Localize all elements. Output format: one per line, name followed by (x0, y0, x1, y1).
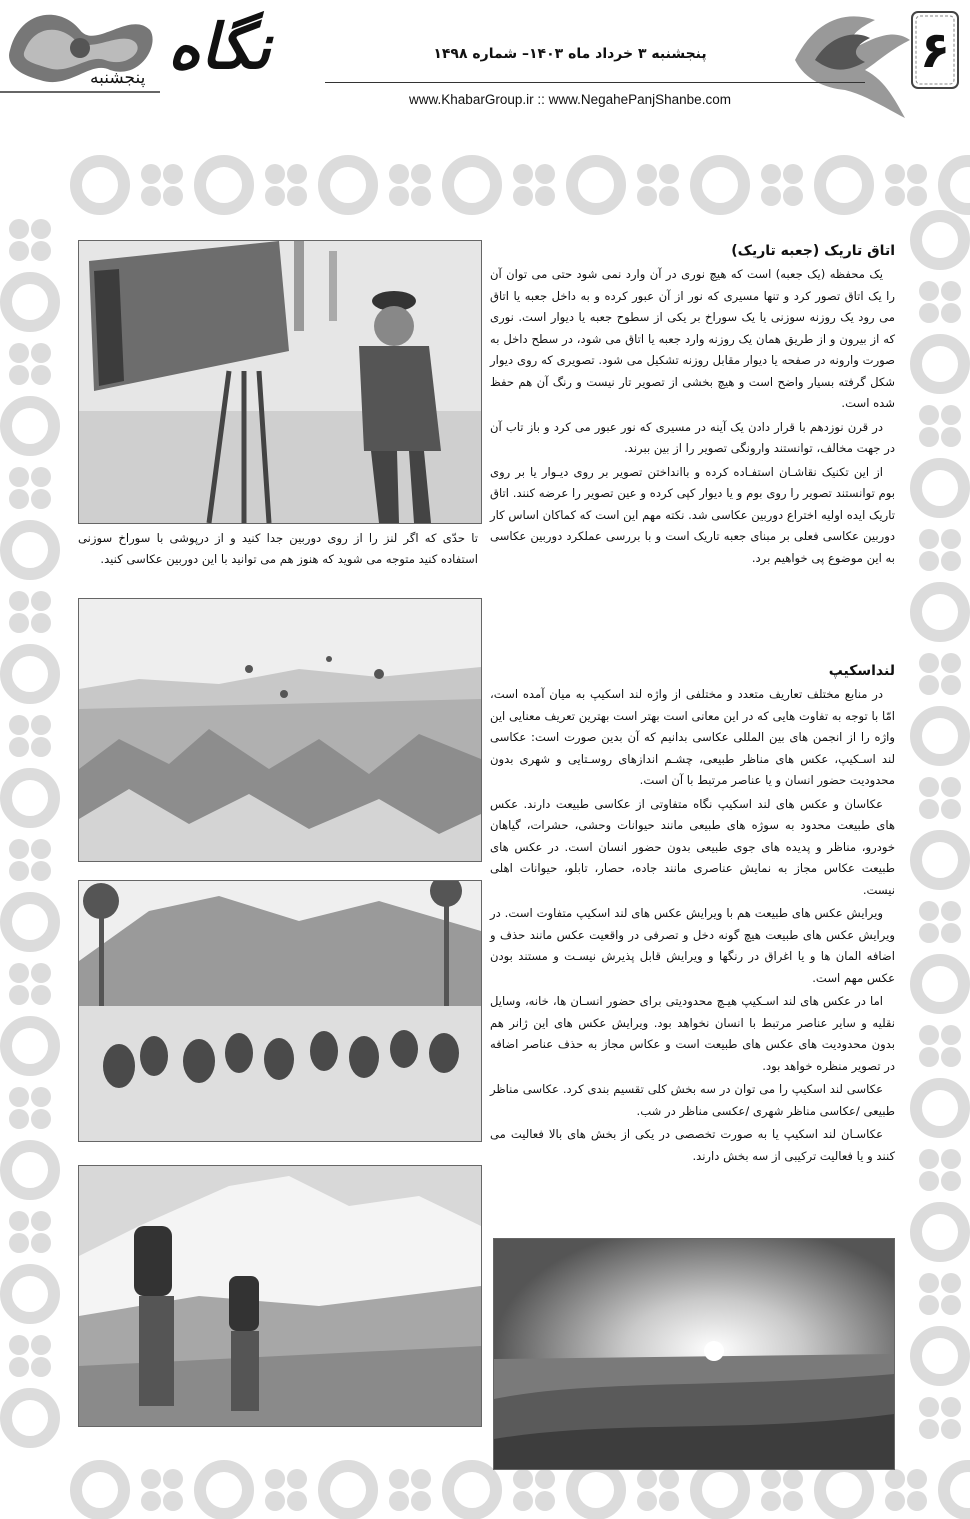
decorative-circle (919, 405, 961, 447)
decorative-circle (944, 1466, 970, 1514)
decorative-circle (200, 1466, 248, 1514)
decorative-circle (6, 1394, 54, 1442)
decorative-circle (916, 1084, 964, 1132)
decorative-circle (389, 164, 431, 206)
photo-caption: تا حدّی که اگر لنز را از روی دوربین جدا کنید و از درپوشی با سوراخ سوزنی استفاده کنید متوجه می شوید که هنوز هم می توانید با این دوربین عکاسی کنید. (78, 528, 478, 570)
decorative-circle (76, 1466, 124, 1514)
website-urls: www.KhabarGroup.ir :: www.NegahePanjShanbe.com (409, 92, 731, 107)
darkroom-paragraph: از این تکنیک نقاشـان استفـاده کرده و باانداختن تصویر بر روی دیـوار یا بر روی بوم توانستند تصویر را روی بوم و یا دیوار کپی کرده و عین تصویر را عرضه کنند. اتاق تاریک ایده اولیه اختراع دوربین عکاسی شد. نکته مهم این است که کماکان اساس کار دوربین عکاسی فعلی بر مبنای جعبه تاریک است و با بررسی عملکرد دوربین عکاسی به این موضوع پی خواهیم برد. (490, 464, 895, 565)
landscape-paragraph: عکاسان و عکس های لند اسکیپ نگاه متفاوتی از عکاسی طبیعت دارند. عکس های طبیعت محدود به سوژه های طبیعی مانند حیوانات وحشی، حشرات، گیاهان خودرو، مناظر و پدیده های جوی طبیعی بدون حضور انسان است. در عکس های طبیعت عکاس مجاز به نمایش عناصری مانند جاده، حصار، تابلو، حیوانات اهلی نیست. (490, 796, 895, 897)
phoenix-bird-icon (785, 0, 915, 120)
decorative-circle (9, 1211, 51, 1253)
decorative-circle (9, 1087, 51, 1129)
decorative-circle (9, 343, 51, 385)
decorative-circle (9, 839, 51, 881)
decorative-circle (76, 161, 124, 209)
decorative-circle (448, 1466, 496, 1514)
camera-photographer-photo (78, 240, 482, 524)
decorative-circle (916, 960, 964, 1008)
decorative-circle (9, 591, 51, 633)
decorative-circle (572, 161, 620, 209)
decorative-circle (6, 278, 54, 326)
darkroom-heading: اتاق تاریک (جعبه تاریک) (731, 243, 895, 259)
decorative-circle (885, 1469, 927, 1511)
decorative-circle (141, 164, 183, 206)
decorative-circle (637, 1469, 679, 1511)
decorative-circle (6, 650, 54, 698)
landscape-paragraph: اما در عکس های لند اسـکیپ هیـچ محدودیتی برای حضور انسـان ها، خانه، وسایل نقلیه و سایر عناصر مرتبط با انسان نخواهد بود. ویرایش عکس های این ژانر هم بدون محدودیت های عکس های طبیعت است و عکاس مجاز به حذف عناصر اضافه در تصویر منظره خواهد بود. (490, 994, 895, 1073)
decorative-circle (916, 1332, 964, 1380)
decorative-circle (6, 1270, 54, 1318)
decorative-circle (916, 588, 964, 636)
landscape-paragraph: عکاسی لند اسکیپ را می توان در سه بخش کلی تقسیم بندی کرد. عکاسی مناظر طبیعی /عکاسی مناظر شهری /عکسی مناظر در شب. (490, 1082, 895, 1118)
darkroom-paragraph: یک محفظه (یک جعبه) است که هیچ نوری در آن وارد نمی شود حتی می توان آن را یک اتاق تصور کرد و تنها مسیری که نور از آن عبور کرده و به داخل جعبه یا اتاق می رود یک روزنه سوزنی یا یک سوراخ بر یکی از سطوح جعبه یا دیوار است. نوری که از بیرون و از طریق همان یک روزنه وارد جعبه یا اتاق می شود، در سطح داخل به صورت وارونه در صفحه یا دیوار مقابل روزنه تشکیل می شود. تصویری که روی دیوار شکل گرفته بسیار واضح است و هیچ بخشی از تصویر تار نیست و رنگ آن هم حفظ شده است. (490, 267, 895, 410)
sunset-landscape-photo (493, 1238, 895, 1470)
cappadocia-balloons-photo (78, 598, 482, 862)
decorative-circle (572, 1466, 620, 1514)
decorative-circle (324, 1466, 372, 1514)
decorative-circle (944, 161, 970, 209)
darkroom-article (490, 240, 895, 571)
darkroom-paragraph: در قرن نوزدهم با قرار دادن یک آینه در مسیری که نور عبور می کرد و باز تاب آن در جهت مخالف، توانستند وارونگی تصویر را از بین ببرند. (490, 419, 895, 455)
rice-field-workers-photo (78, 880, 482, 1142)
landscape-heading: لنداسکیپ (828, 663, 895, 679)
landscape-paragraph: در منابع مختلف تعاریف متعدد و مختلفی از واژه لند اسکیپ به میان آمده است، امّا با توجه به تفاوت هایی که در این معانی است بهتر است بهترین تعریف معنایی این واژه را از انجمن های بین المللی عکاسی بدانیم که آن بدین صورت است: عکاسی لند اسـکیپ، عکس های مناظر طبیعی، چشـم اندازهای روسـتایی و شهری بدون محدودیت حضور انسان و یا عناصر مرتبط با آن است. (490, 687, 895, 787)
decorative-circle (448, 161, 496, 209)
decorative-circle (916, 216, 964, 264)
decorative-circle (919, 529, 961, 571)
decorative-circle (265, 164, 307, 206)
decorative-circle (513, 1469, 555, 1511)
page-number: ۶ (919, 21, 951, 79)
decorative-circle (916, 836, 964, 884)
newspaper-logo-subtitle: پنجشنبه (90, 68, 146, 88)
decorative-circle (696, 1466, 744, 1514)
decorative-circle (200, 161, 248, 209)
decorative-circle (9, 219, 51, 261)
landscape-paragraph: عکاسـان لند اسکیپ یا به صورت تخصصی در یکی از بخش های بالا فعالیت می کنند و یا فعالیت ترکیبی از سه بخش دارند. (490, 1127, 895, 1163)
decorative-circle (6, 898, 54, 946)
decorative-circle (6, 774, 54, 822)
decorative-circle (916, 1208, 964, 1256)
newspaper-logo: نگاه (168, 10, 271, 83)
decorative-circle (6, 1146, 54, 1194)
mountain-hikers-photo (78, 1165, 482, 1427)
landscape-paragraph: ویرایش عکس های طبیعت هم با ویرایش عکس های لند اسکیپ متفاوت است. در ویرایش عکس های طبیعت هیچ گونه دخل و تصرفی در واقعیت عکس مانند حذف و اضافه المان ها و یا اغراق در رنگها و ویرایش قابل پذیرش نیسـت و مستند بودن عکس مهم است. (490, 906, 895, 985)
decorative-circle (916, 464, 964, 512)
decorative-circle (9, 963, 51, 1005)
issue-dateline: پنجشنبه ۳ خرداد ماه ۱۴۰۳– شماره ۱۴۹۸ (433, 46, 707, 62)
decorative-circle (885, 164, 927, 206)
decorative-circle (919, 901, 961, 943)
decorative-circle (9, 715, 51, 757)
decorative-circle (919, 1273, 961, 1315)
decorative-circle (265, 1469, 307, 1511)
decorative-circle (9, 1335, 51, 1377)
page-header (0, 0, 970, 125)
header-divider (325, 82, 865, 83)
decorative-circle (9, 467, 51, 509)
decorative-circle (6, 402, 54, 450)
decorative-circle (324, 161, 372, 209)
decorative-circle (919, 1397, 961, 1439)
decorative-circle (919, 653, 961, 695)
decorative-circle (820, 161, 868, 209)
decorative-circle (637, 164, 679, 206)
decorative-circle (6, 1022, 54, 1070)
decorative-circle (141, 1469, 183, 1511)
decorative-circle (696, 161, 744, 209)
decorative-circle (389, 1469, 431, 1511)
decorative-circle (919, 1149, 961, 1191)
landscape-article (490, 660, 895, 1169)
decorative-circle (513, 164, 555, 206)
decorative-circle (761, 164, 803, 206)
decorative-circle (6, 526, 54, 574)
decorative-circle (919, 777, 961, 819)
decorative-circle (919, 1025, 961, 1067)
decorative-circle (916, 712, 964, 760)
decorative-circle (820, 1466, 868, 1514)
decorative-circle (919, 281, 961, 323)
decorative-circle (916, 340, 964, 388)
decorative-circle (761, 1469, 803, 1511)
